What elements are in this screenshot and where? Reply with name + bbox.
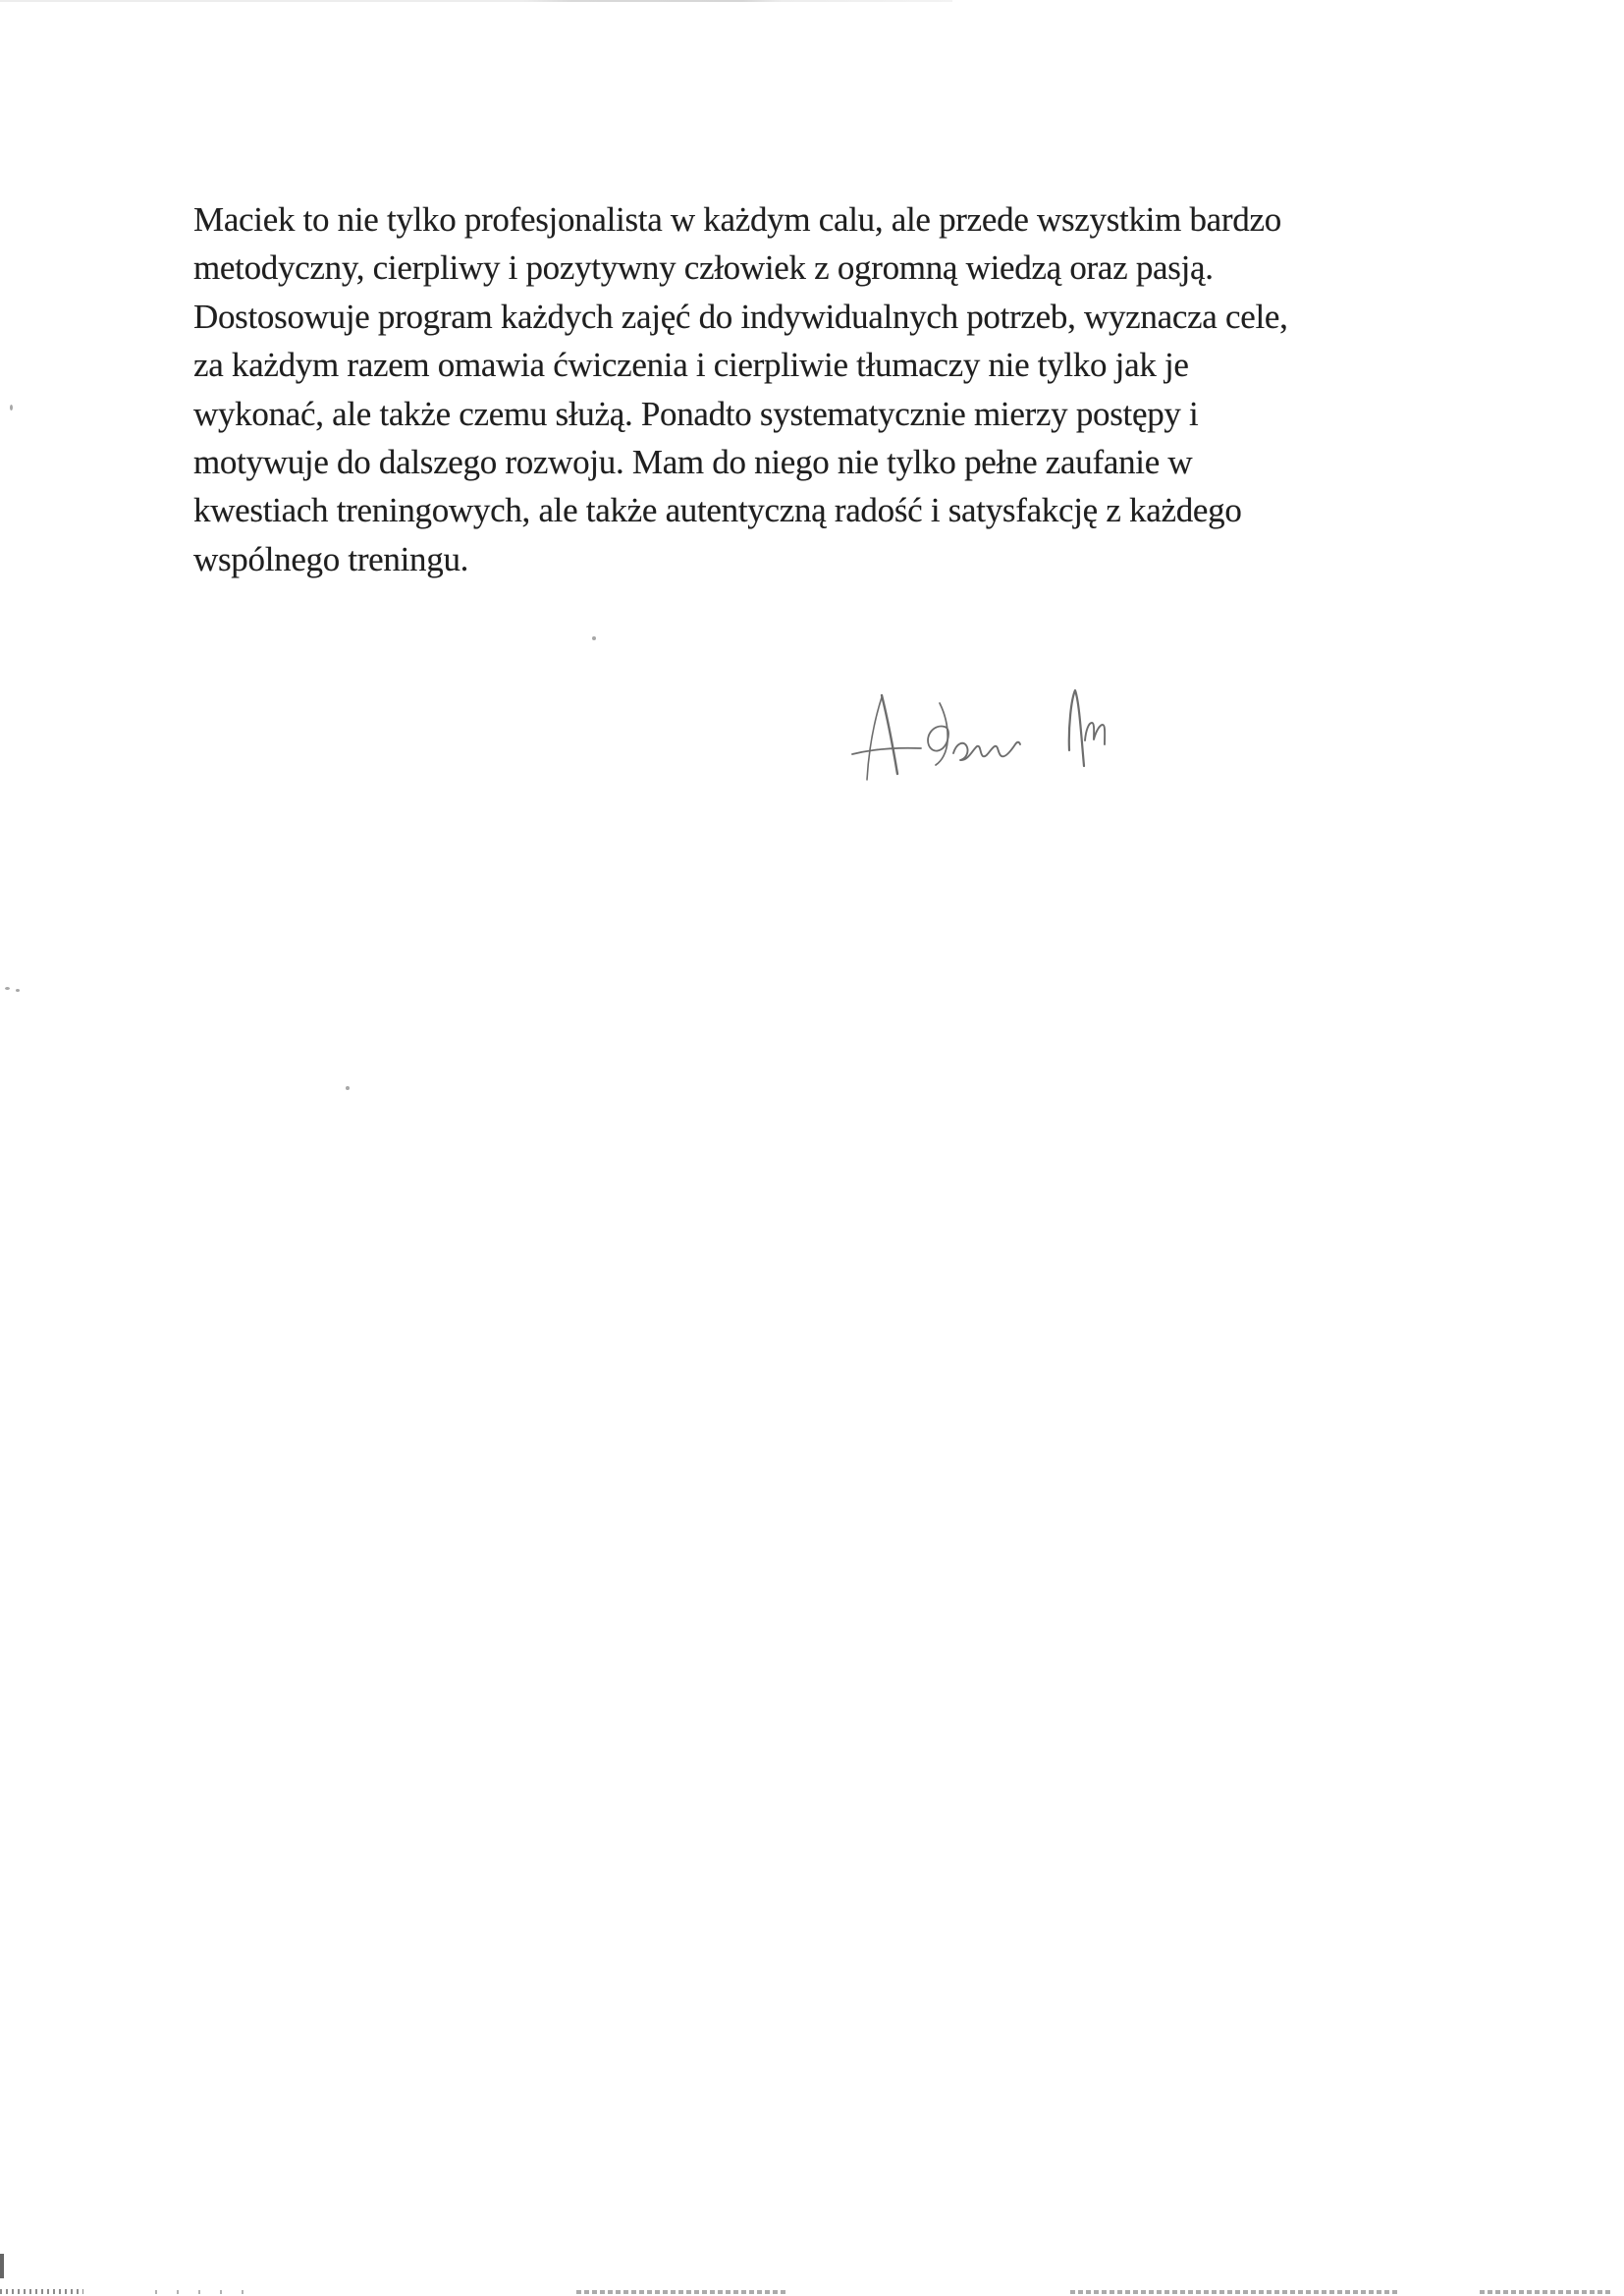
signature-stroke xyxy=(867,697,882,780)
scan-artifact-top-edge-line xyxy=(0,0,952,2)
paragraph-line: Maciek to nie tylko profesjonalista w każdym calu, ale przede wszystkim bardzo xyxy=(193,200,1281,239)
scan-artifact-bottom-dash-3 xyxy=(1480,2290,1613,2294)
signature-stroke xyxy=(1085,723,1105,744)
paragraph-line: wspólnego treningu. xyxy=(193,539,469,578)
signature-stroke xyxy=(852,748,921,754)
testimonial-paragraph xyxy=(193,195,1288,583)
scan-artifact-bottom-dots xyxy=(0,2289,83,2294)
paragraph-line: motywuje do dalszego rozwoju. Mam do niego nie tylko pełne zaufanie w xyxy=(193,443,1193,482)
scan-speck xyxy=(10,405,13,410)
scan-artifact-bottom-dash-2 xyxy=(1070,2290,1397,2294)
paragraph-line: za każdym razem omawia ćwiczenia i cierpliwie tłumaczy nie tylko jak je xyxy=(193,346,1189,385)
scan-artifact-bottom-marks xyxy=(155,2290,245,2294)
paragraph-line: Dostosowuje program każdych zajęć do indywidualnych potrzeb, wyznacza cele, xyxy=(193,297,1288,336)
handwritten-signature xyxy=(842,666,1157,803)
signature-stroke xyxy=(953,742,1020,760)
paragraph-line: wykonać, ale także czemu służą. Ponadto systematycznie mierzy postępy i xyxy=(193,394,1199,433)
paragraph-line: metodyczny, cierpliwy i pozytywny człowiek z ogromną wiedzą oraz pasją. xyxy=(193,248,1214,288)
scan-speck xyxy=(16,989,20,992)
signature-stroke xyxy=(882,695,897,774)
scan-artifact-corner-mark xyxy=(0,2254,4,2278)
signature-stroke xyxy=(936,703,947,765)
paragraph-line: kwestiach treningowych, ale także autentyczną radość i satysfakcję z każdego xyxy=(193,491,1242,530)
signature-stroke xyxy=(1069,690,1084,766)
scan-speck xyxy=(592,636,596,640)
scan-speck xyxy=(346,1086,350,1090)
scan-speck xyxy=(5,987,10,990)
scan-artifact-bottom-dash-1 xyxy=(576,2290,785,2294)
signature-stroke xyxy=(928,727,948,751)
